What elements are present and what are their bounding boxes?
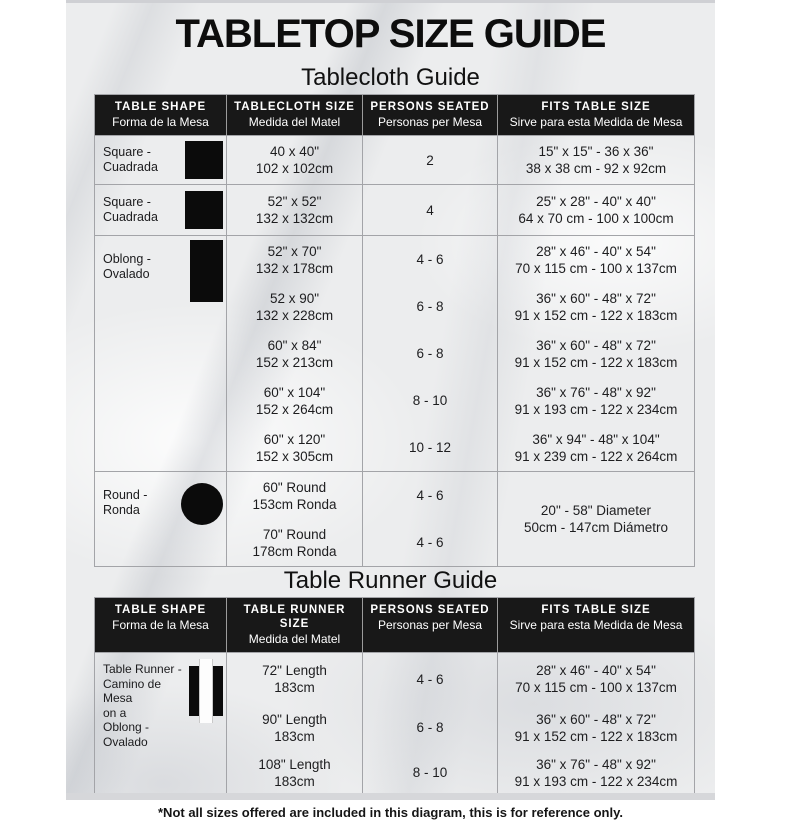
shape-label: Table Runner - Camino de Mesa on a Oblong - Ovalado: [103, 662, 182, 749]
fits-cell: 36" x 60" - 48" x 72" 91 x 152 cm - 122 x 183cm: [514, 290, 678, 323]
footnote: *Not all sizes offered are included in this diagram, this is for reference only.: [158, 805, 623, 820]
tablecloth-guide-title: Tablecloth Guide: [301, 64, 480, 91]
size-cell: 90" Length 183cm: [227, 705, 363, 750]
persons-cell: 6 - 8: [363, 705, 498, 750]
size-cell: 60" Round 153cm Ronda: [227, 472, 363, 519]
section-round: [95, 471, 694, 566]
circle-icon: [181, 483, 223, 525]
persons-cell: 8 - 10: [363, 750, 498, 795]
page-title: TABLETOP SIZE GUIDE: [175, 12, 606, 56]
persons-cell: 4 - 6: [363, 653, 498, 705]
fits-cell: 15" x 15" - 36 x 36" 38 x 38 cm - 92 x 92cm: [525, 144, 667, 176]
size-cell: 40 x 40" 102 x 102cm: [227, 136, 363, 184]
header-table-shape: TABLE SHAPE Forma de la Mesa: [95, 95, 227, 135]
shape-cell-oblong: [95, 236, 227, 471]
fits-cell: 36" x 60" - 48" x 72" 91 x 152 cm - 122 x 183cm: [514, 711, 678, 744]
shape-label: Square - Cuadrada: [103, 195, 158, 224]
fits-cell: 36" x 76" - 48" x 92" 91 x 193 cm - 122 x 234cm: [514, 384, 678, 417]
persons-cell: 6 - 8: [363, 330, 498, 377]
size-cell: 60" x 104" 152 x 264cm: [227, 377, 363, 424]
persons-cell: 10 - 12: [363, 424, 498, 471]
shape-label: Round - Ronda: [103, 488, 148, 517]
header-fits-table-size: FITS TABLE SIZE Sirve para esta Medida de Mesa: [509, 101, 683, 129]
persons-cell: 2: [363, 136, 498, 184]
section-oblong: [95, 235, 694, 471]
persons-cell: 4 - 6: [363, 236, 498, 283]
runner-guide-title: Table Runner Guide: [283, 567, 498, 594]
header-runner-size: TABLE RUNNER SIZE Medida del Matel: [227, 598, 363, 652]
size-cell: 52 x 90" 132 x 228cm: [227, 283, 363, 330]
poster-bottom-edge: [66, 793, 715, 800]
fits-cell: 36" x 60" - 48" x 72" 91 x 152 cm - 122 x 183cm: [514, 337, 678, 370]
size-guide-poster: [66, 0, 715, 820]
header-persons-seated: PERSONS SEATED Personas per Mesa: [363, 598, 498, 652]
shape-cell-square-1: [95, 136, 227, 184]
shape-cell-square-2: [95, 185, 227, 235]
runner-table: [94, 597, 695, 796]
fits-cell: 28" x 46" - 40" x 54" 70 x 115 cm - 100 x 137cm: [515, 663, 677, 695]
shape-label: Oblong - Ovalado: [103, 252, 151, 281]
fits-cell-merged: 20" - 58" Diameter 50cm - 147cm Diámetro: [523, 503, 669, 535]
square-icon: [185, 141, 223, 179]
runner-icon: [189, 659, 223, 723]
size-cell: 108" Length 183cm: [227, 750, 363, 795]
header-tablecloth-size: TABLECLOTH SIZE Medida del Matel: [227, 95, 363, 135]
persons-cell: 8 - 10: [363, 377, 498, 424]
shape-cell-runner: [95, 653, 227, 795]
persons-cell: 4 - 6: [363, 519, 498, 566]
section-square-2: [95, 184, 694, 235]
header-table-shape: TABLE SHAPE Forma de la Mesa: [95, 598, 227, 652]
persons-cell: 4 - 6: [363, 472, 498, 519]
fits-cell: 25" x 28" - 40" x 40" 64 x 70 cm - 100 x 100cm: [518, 194, 674, 226]
size-cell: 70" Round 178cm Ronda: [227, 519, 363, 566]
tablecloth-table: [94, 94, 695, 567]
header-fits-table-size: FITS TABLE SIZE Sirve para esta Medida de Mesa: [509, 604, 683, 632]
fits-cell: 36" x 94" - 48" x 104" 91 x 239 cm - 122 x 264cm: [514, 431, 678, 464]
tablecloth-table-header: [95, 95, 694, 135]
runner-icon-cloth: [199, 659, 213, 723]
section-square-1: [95, 135, 694, 184]
runner-table-header: [95, 598, 694, 652]
fits-cell: 28" x 46" - 40" x 54" 70 x 115 cm - 100 x 137cm: [515, 243, 677, 276]
header-persons-seated: PERSONS SEATED Personas per Mesa: [363, 95, 498, 135]
size-cell: 60" x 84" 152 x 213cm: [227, 330, 363, 377]
shape-label: Square - Cuadrada: [103, 145, 158, 174]
size-cell: 60" x 120" 152 x 305cm: [227, 424, 363, 471]
size-cell: 72" Length 183cm: [227, 653, 363, 705]
persons-cell: 4: [363, 185, 498, 235]
fits-cell: 36" x 76" - 48" x 92" 91 x 193 cm - 122 x 234cm: [514, 756, 678, 789]
size-cell: 52" x 70" 132 x 178cm: [227, 236, 363, 283]
section-runner: [95, 652, 694, 795]
persons-cell: 6 - 8: [363, 283, 498, 330]
oblong-icon: [190, 240, 223, 302]
shape-cell-round: [95, 472, 227, 566]
size-cell: 52" x 52" 132 x 132cm: [227, 185, 363, 235]
square-icon: [185, 191, 223, 229]
